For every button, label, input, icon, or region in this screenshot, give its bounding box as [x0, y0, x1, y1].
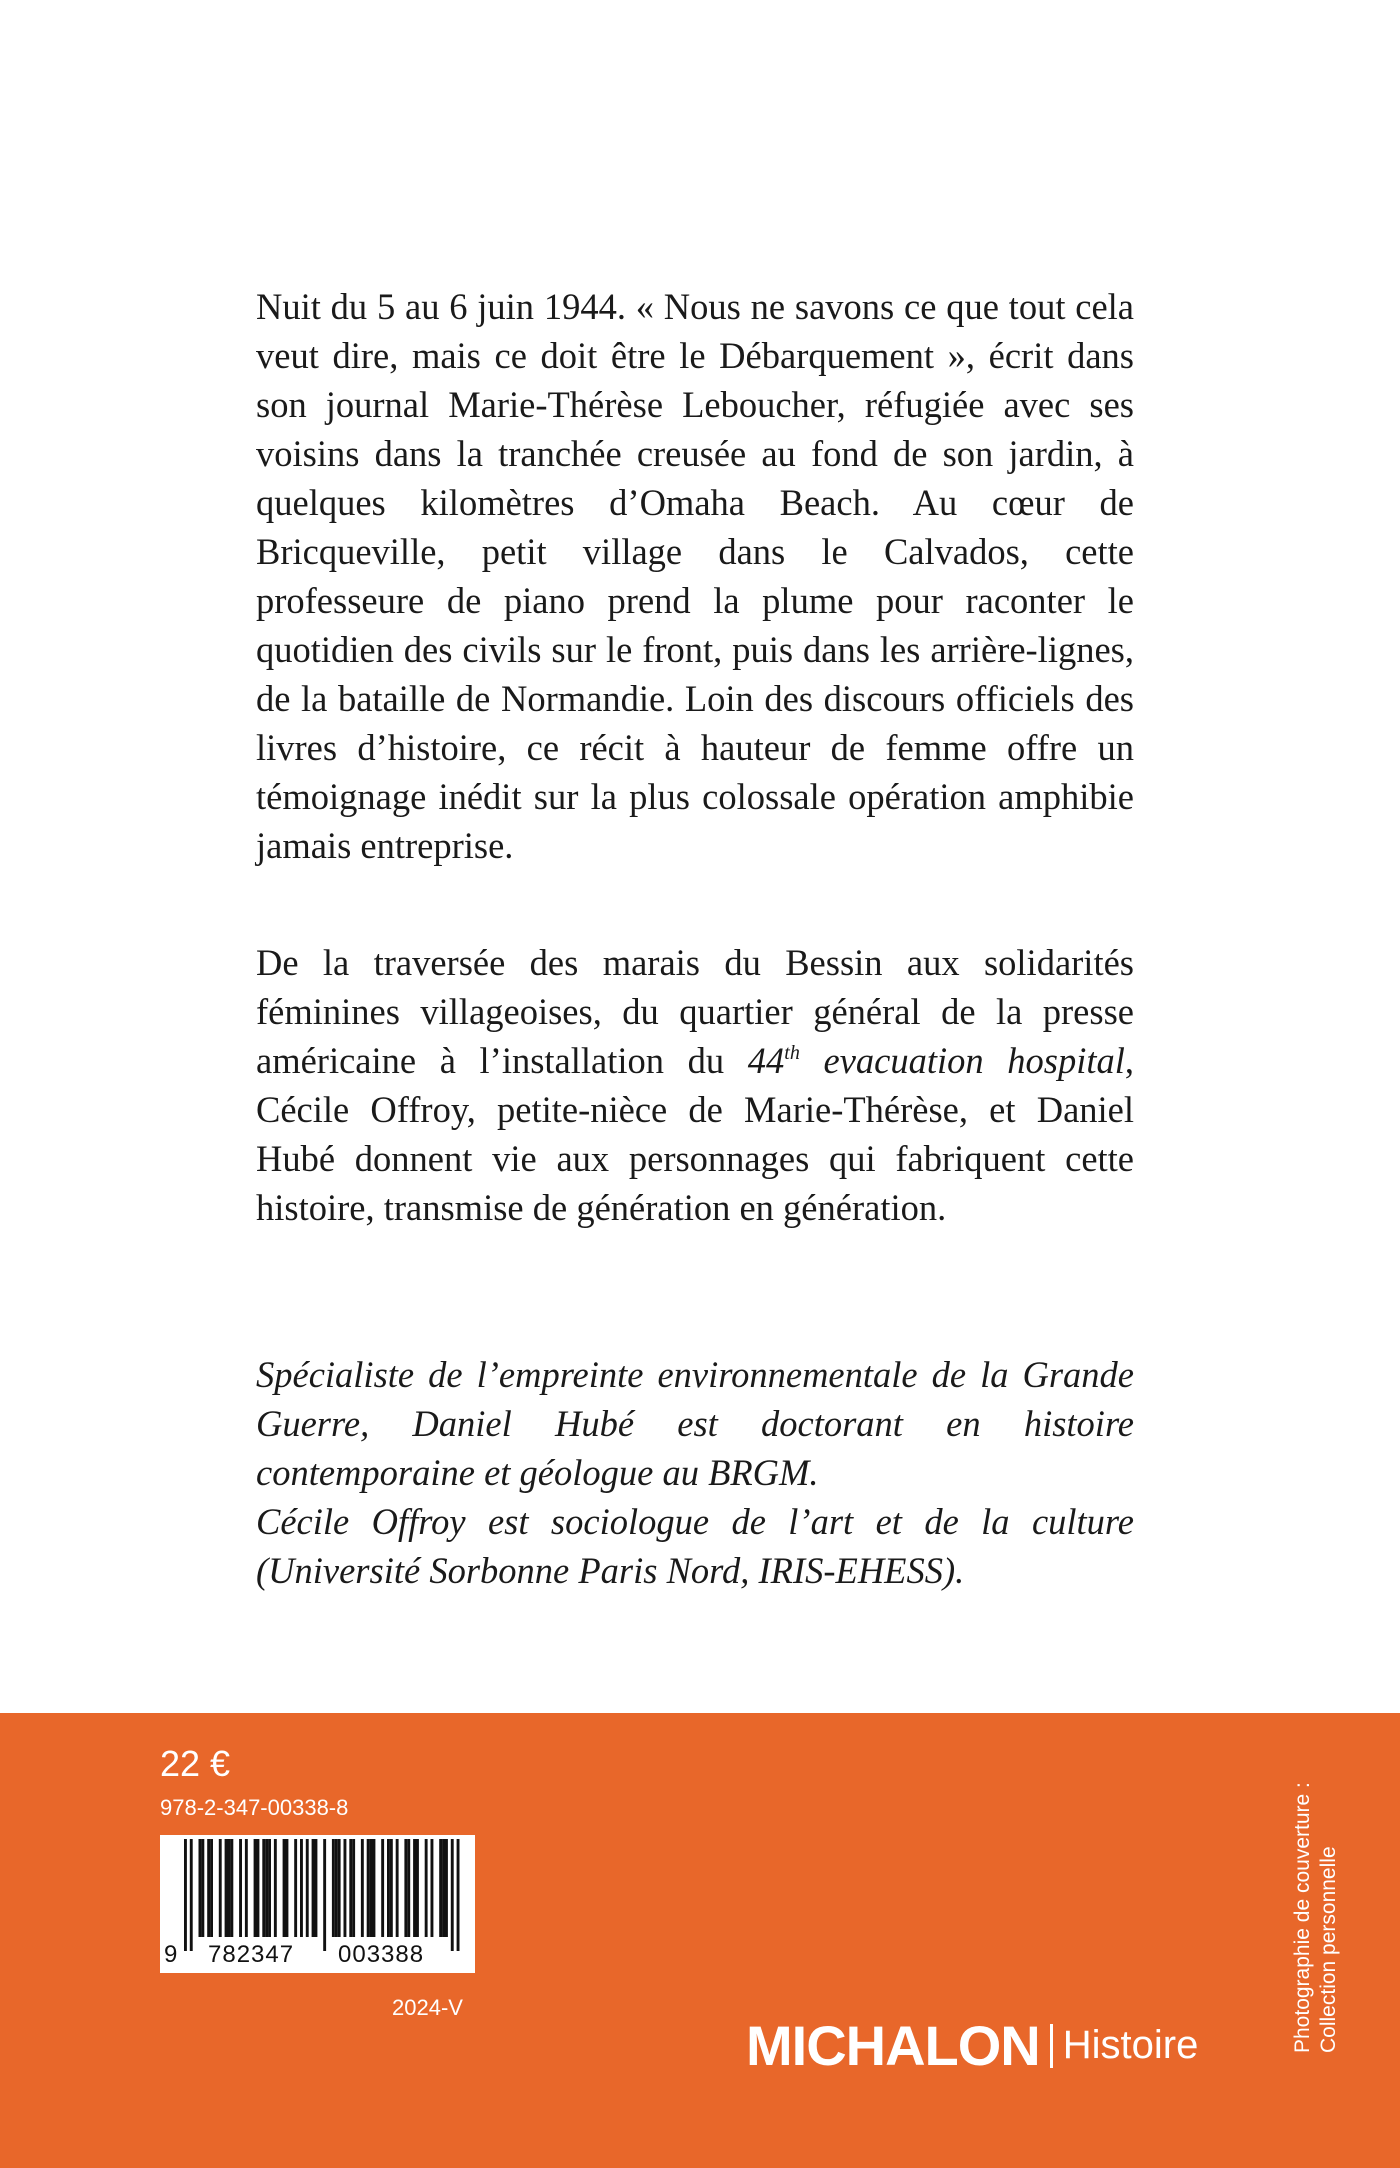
blurb-paragraph-1-text: Nuit du 5 au 6 juin 1944. « Nous ne savons ce que tout cela veut dire, mais ce doit être le Débarquement », écrit dans son journal Marie-Thérèse Leboucher, réfugiée avec ses voisins dans la tranchée creusée au fond de son jardin, à quelques kilomètres d’Omaha Beach. Au cœur de Bricqueville, petit village dans le Calvados, cette professeure de piano prend la plume pour raconter le quotidien des civils sur le front, puis dans les arrière-lignes, de la bataille de Normandie. Loin des discours officiels des livres d’histoire, ce récit à hauteur de femme offre un témoignage inédit sur la plus colossale opération amphibie jamais entreprise. — [256, 286, 1134, 866]
barcode-bar — [361, 1839, 364, 1937]
barcode-bar — [228, 1839, 231, 1937]
publisher-name: MICHALON — [746, 2014, 1040, 2077]
p2-italic: evacuation hospital — [799, 1040, 1125, 1081]
barcode-bar — [404, 1839, 407, 1937]
p2-before: De la traversée des marais du Bessin aux solidarités féminines villageoises, du quartier général de la presse américaine à l’installation du — [256, 942, 1134, 1081]
barcode-digit-first: 9 — [164, 1941, 178, 1968]
barcode-bar — [416, 1839, 419, 1937]
barcode-bar — [225, 1839, 228, 1937]
author-bio-hube: Spécialiste de l’empreinte environnementale de la Grande Guerre, Daniel Hubé est doctorant en histoire contemporaine et géologue au BRGM. — [256, 1354, 1134, 1493]
barcode-bar — [274, 1839, 277, 1937]
barcode-digits — [160, 1935, 475, 1973]
barcode-bar — [257, 1839, 260, 1937]
barcode-digits-left: 782347 — [208, 1941, 295, 1968]
author-bio-offroy: Cécile Offroy est sociologue de l’art et de la culture (Université Sorbonne Paris Nord, IRIS-EHESS). — [256, 1501, 1134, 1591]
barcode-bar — [370, 1839, 373, 1937]
barcode-bar — [367, 1839, 370, 1937]
photo-credit-line-2: Collection personnelle — [1317, 1846, 1340, 2053]
publisher-separator — [1050, 2024, 1053, 2068]
collection-name: Histoire — [1062, 2023, 1199, 2067]
barcode-bar — [352, 1839, 355, 1937]
barcode-bar — [268, 1839, 271, 1937]
edition-code: 2024-V — [392, 1995, 463, 2020]
barcode-bar — [265, 1839, 268, 1937]
barcode-bar — [201, 1839, 204, 1937]
barcode-bar — [312, 1839, 315, 1937]
blurb-paragraph-1 — [256, 282, 1134, 870]
p2-after: , Cécile Offroy, petite-nièce de Marie-Thérèse, et Daniel Hubé donnent vie aux personnages qui fabriquent cette histoire, transmise de génération en génération. — [256, 1040, 1134, 1228]
barcode-bar — [210, 1839, 213, 1937]
barcode-bar — [230, 1839, 233, 1937]
barcode-bar — [283, 1839, 286, 1937]
p2-superscript: th — [784, 1041, 800, 1064]
barcode-bar — [207, 1839, 210, 1937]
barcode-bar — [344, 1839, 347, 1937]
barcode-bar — [335, 1839, 338, 1937]
barcode-bar — [315, 1839, 318, 1937]
barcode-bar — [442, 1839, 445, 1937]
price: 22 € — [160, 1743, 231, 1784]
barcode — [160, 1835, 475, 1973]
barcode-bar — [390, 1839, 393, 1937]
footer-band — [0, 1713, 1400, 2168]
barcode-bar — [199, 1839, 202, 1937]
barcode-bar — [445, 1839, 448, 1937]
p2-number: 44 — [747, 1040, 785, 1081]
barcode-bar — [381, 1839, 384, 1937]
blurb-paragraph-2 — [256, 938, 1134, 1232]
barcode-bar — [332, 1839, 335, 1937]
author-bio — [256, 1350, 1134, 1595]
barcode-bar — [387, 1839, 390, 1937]
barcode-bar — [338, 1839, 341, 1937]
barcode-bar — [407, 1839, 410, 1937]
barcode-bar — [439, 1839, 442, 1937]
barcode-bar — [373, 1839, 376, 1937]
barcode-bar — [294, 1839, 297, 1937]
barcode-bar — [300, 1839, 303, 1937]
barcode-bar — [286, 1839, 289, 1937]
barcode-bar — [262, 1839, 265, 1937]
barcode-bar — [219, 1839, 222, 1937]
barcode-bar — [425, 1839, 428, 1937]
barcode-bar — [254, 1839, 257, 1937]
isbn-number: 978-2-347-00338-8 — [160, 1795, 349, 1820]
barcode-bar — [413, 1839, 416, 1937]
barcode-bar — [349, 1839, 352, 1937]
photo-credit — [1290, 1782, 1342, 2053]
barcode-digits-right: 003388 — [338, 1941, 425, 1968]
barcode-bar — [245, 1839, 248, 1937]
publisher-logo — [746, 2013, 1198, 2078]
barcode-bar — [239, 1839, 242, 1937]
barcode-bar — [396, 1839, 399, 1937]
barcode-bar — [431, 1839, 434, 1937]
photo-credit-line-1: Photographie de couverture : — [1291, 1782, 1314, 2053]
blurb-paragraph-2-text — [256, 938, 1134, 1232]
barcode-bar — [306, 1839, 309, 1937]
